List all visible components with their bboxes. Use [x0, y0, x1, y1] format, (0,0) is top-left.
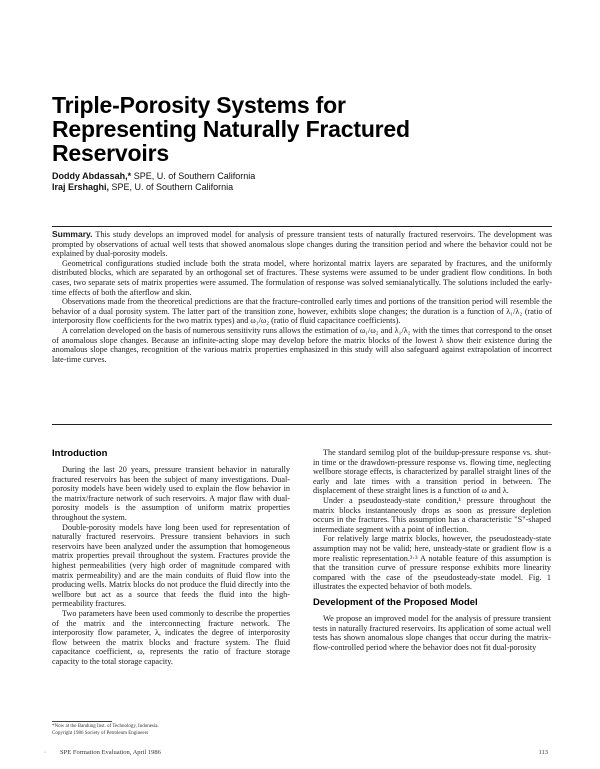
summary-text-1: This study develops an improved model for analysis of pressure transient tests of naturally fractured reservoirs. The development was prompted by observations of actual well tests that showed anomalous slope changes during the transition period and where the behavior could not be explained by dual-porosity models.: [52, 230, 552, 259]
intro-paragraph-3: Two parameters have been used commonly to describe the properties of the matrix and the interconnecting fracture network. The interporosity flow parameter, λ, indicates the degree of interporosity flow between the matrix blocks and fracture system. The fluid capacitance coefficient, ω, represents the ratio of fracture storage capacity to the total storage capacity.: [52, 608, 290, 666]
author-2-affiliation: SPE, U. of Southern California: [109, 182, 234, 192]
summary-label: Summary.: [52, 229, 93, 239]
footnote-rule: [52, 721, 112, 722]
author-1-name: Doddy Abdassah,*: [52, 171, 132, 181]
author-2-name: Iraj Ershaghi,: [52, 182, 110, 192]
right-column: [313, 448, 551, 652]
journal-name: SPE Formation Evaluation, April 1986: [60, 749, 161, 756]
summary-bottom-rule: [52, 424, 552, 425]
footnote-copyright: Copyright 1986 Society of Petroleum Engineers: [52, 730, 149, 736]
intro-paragraph-4: The standard semilog plot of the buildup-pressure response vs. shut-in time or the drawdown-pressure response vs. flowing time, neglecting wellbore storage effects, is characterized by parallel straight lines of the early and late times with a transition period in between. The displacement of these straight lines is a function of ω and λ.: [313, 448, 551, 496]
author-1-affiliation: SPE, U. of Southern California: [131, 171, 256, 181]
intro-paragraph-5: Under a pseudosteady-state condition,¹ pressure throughout the matrix blocks instantaneously drops as soon as pressure depletion occurs in the fractures. This assumption has a characteristic "S"-shaped intermediate segment with a point of inflection.: [313, 495, 551, 534]
development-heading: Development of the Proposed Model: [313, 596, 478, 608]
paper-title: Triple-Porosity Systems for Representing Naturally Fractured Reservoirs: [52, 92, 410, 166]
summary-paragraph-4: A correlation developed on the basis of numerous sensitivity runs allows the estimation of ω₁/ω₂ and λ₁/λ₂ with the times that correspond to the onset of anomalous slope changes. Because an infinite-acting slope may develop before the matrix blocks of the lowest λ show their existence during the anomalous slope changes, recognition of the various matrix properties emphasized in this study will also safeguard against extrapolation of incorrect late-time curves.: [52, 325, 552, 364]
footer-dot: ·: [44, 749, 47, 756]
left-column: [52, 448, 290, 666]
summary-block: [52, 230, 552, 364]
summary-top-rule: [52, 226, 552, 227]
summary-paragraph-2: Geometrical configurations studied include both the strata model, where horizontal matrix layers are separated by fractures, and the uniformly distributed blocks, which are separated by an orthogonal set of fractures. These systems were assumed to be under gradient flow conditions. In both cases, two separate sets of matrix properties were assumed. The formulation of response was solved semianalytically. The solutions included the early-time effects of both the afterflow and skin.: [52, 258, 552, 297]
author-1: [52, 171, 472, 182]
introduction-heading: Introduction: [52, 448, 108, 459]
intro-paragraph-2: Double-porosity models have long been used for representation of naturally fractured reservoirs. Pressure transient behaviors in such reservoirs have been analyzed under the assumption that homogeneous matrix properties prevail throughout the system. Fractures provide the highest permeabilities (very high order of magnitude compared with matrix permeability) and are the main conduits of fluid flow into the producing wells. Matrix blocks do not produce the fluid directly into the wellbore but act as a source that feeds the fluid into the high-permeability fractures.: [52, 522, 290, 609]
author-2: [52, 182, 472, 193]
page-number: 113: [538, 749, 548, 756]
intro-paragraph-6: For relatively large matrix blocks, however, the pseudosteady-state assumption may not be valid; here, unsteady-state or gradient flow is a more realistic representation.²·³ A notable feature of this assumption is that the transition curve of pressure response exhibits more linearity compared with the case of the pseudosteady-state model. Fig. 1 illustrates the expected behavior of both models.: [313, 534, 551, 592]
author-list: [52, 171, 472, 193]
footnote: [52, 724, 182, 737]
development-paragraph-1: We propose an improved model for the analysis of pressure transient tests in naturally fractured reservoirs. Its application of some actual well tests has shown anomalous slope changes that occur during the matrix-flow-controlled period where the behavior does not fit dual-porosity: [313, 613, 551, 652]
summary-paragraph-3: Observations made from the theoretical predictions are that the fracture-controlled early times and portions of the transition period will resemble the behavior of a dual porosity system. The latter part of the transition zone, however, exhibits slope changes; the duration is a function of λ₁/λ₂ (ratio of interporosity flow coefficients for the two matrix types) and ω₁/ω₂ (ratio of fluid capacitance coefficients).: [52, 297, 552, 326]
intro-paragraph-1: During the last 20 years, pressure transient behavior in naturally fractured reservoirs has been the subject of many investigations. Dual-porosity models have been widely used to explain the flow behavior in the matrix/fracture network of such reservoirs. A major flaw with dual-porosity models is the assumption of uniform matrix properties throughout the system.: [52, 465, 290, 522]
footnote-affiliation: *Now at the Bandung Inst. of Technology, Indonesia.: [52, 724, 159, 729]
summary-paragraph-1: [52, 230, 552, 259]
